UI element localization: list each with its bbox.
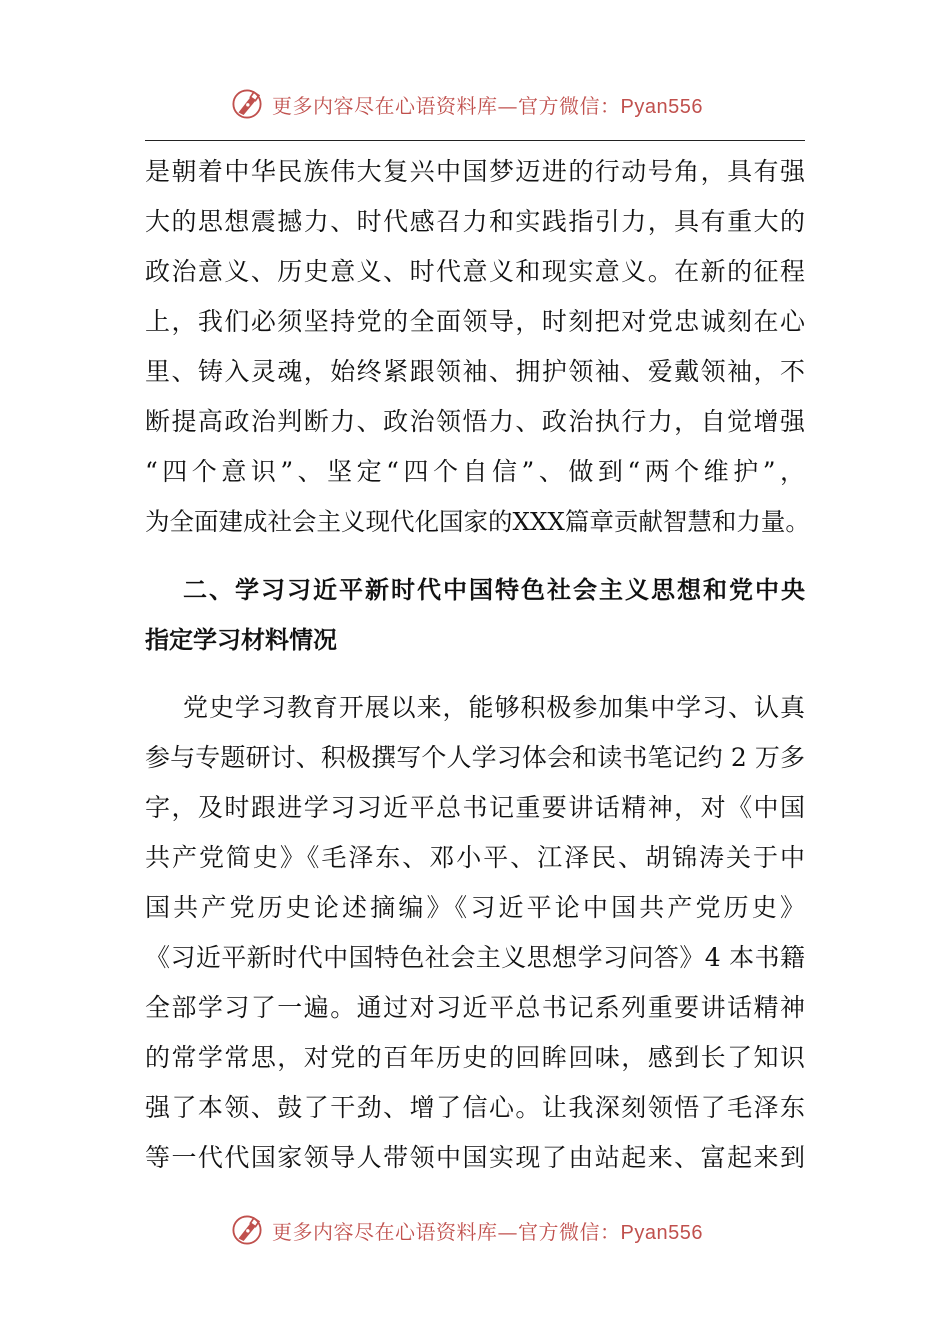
text-line: 为全面建成社会主义现代化国家的XXX篇章贡献智慧和力量。 — [145, 507, 810, 536]
text-line: 字，及时跟进学习习近平总书记重要讲话精神，对《中国 — [145, 793, 805, 822]
text-line: 等一代代国家领导人带领中国实现了由站起来、富起来到 — [145, 1143, 805, 1172]
text-line: 共产党简史》《毛泽东、邓小平、江泽民、胡锦涛关于中 — [145, 843, 805, 872]
text-line: 大的思想震撼力、时代感召力和实践指引力，具有重大的 — [145, 207, 805, 236]
footer-banner — [230, 1212, 703, 1248]
text-line: “四个意识”、坚定“四个自信”、做到“两个维护”， — [145, 457, 805, 486]
header-divider — [145, 140, 805, 141]
text-line: 是朝着中华民族伟大复兴中国梦迈进的行动号角，具有强 — [145, 157, 805, 186]
section-heading — [145, 565, 805, 665]
text-line: 的常学常思，对党的百年历史的回眸回味，感到长了知识 — [145, 1043, 805, 1072]
header-wechat-id: Pyan556 — [620, 95, 703, 118]
text-line: 政治意义、历史意义、时代意义和现实意义。在新的征程 — [145, 257, 805, 286]
footer-wechat-id: Pyan556 — [620, 1221, 703, 1244]
header-banner-text: 更多内容尽在心语资料库—官方微信：Pyan556 — [272, 93, 703, 118]
text-line: 全部学习了一遍。通过对习近平总书记系列重要讲话精神 — [145, 993, 805, 1022]
header-banner — [230, 86, 703, 122]
paragraph-1 — [145, 147, 810, 547]
text-line: 断提高政治判断力、政治领悟力、政治执行力，自觉增强 — [145, 407, 805, 436]
text-line: 国共产党历史论述摘编》《习近平论中国共产党历史》 — [145, 893, 805, 922]
text-line: 党史学习教育开展以来，能够积极参加集中学习、认真 — [183, 693, 805, 722]
text-line: 《习近平新时代中国特色社会主义思想学习问答》4 本书籍 — [145, 943, 805, 972]
heading-line: 指定学习材料情况 — [145, 626, 337, 654]
text-line: 里、铸入灵魂，始终紧跟领袖、拥护领袖、爱戴领袖，不 — [145, 357, 805, 386]
paragraph-2 — [145, 683, 805, 1183]
text-line: 强了本领、鼓了干劲、增了信心。让我深刻领悟了毛泽东 — [145, 1093, 805, 1122]
footer-banner-text: 更多内容尽在心语资料库—官方微信：Pyan556 — [272, 1219, 703, 1244]
text-line: 参与专题研讨、积极撰写个人学习体会和读书笔记约 2 万多 — [145, 743, 805, 772]
pen-nib-icon — [230, 1213, 264, 1247]
heading-line: 二、学习习近平新时代中国特色社会主义思想和党中央 — [183, 576, 805, 604]
pen-nib-icon — [230, 87, 264, 121]
text-line: 上，我们必须坚持党的全面领导，时刻把对党忠诚刻在心 — [145, 307, 805, 336]
